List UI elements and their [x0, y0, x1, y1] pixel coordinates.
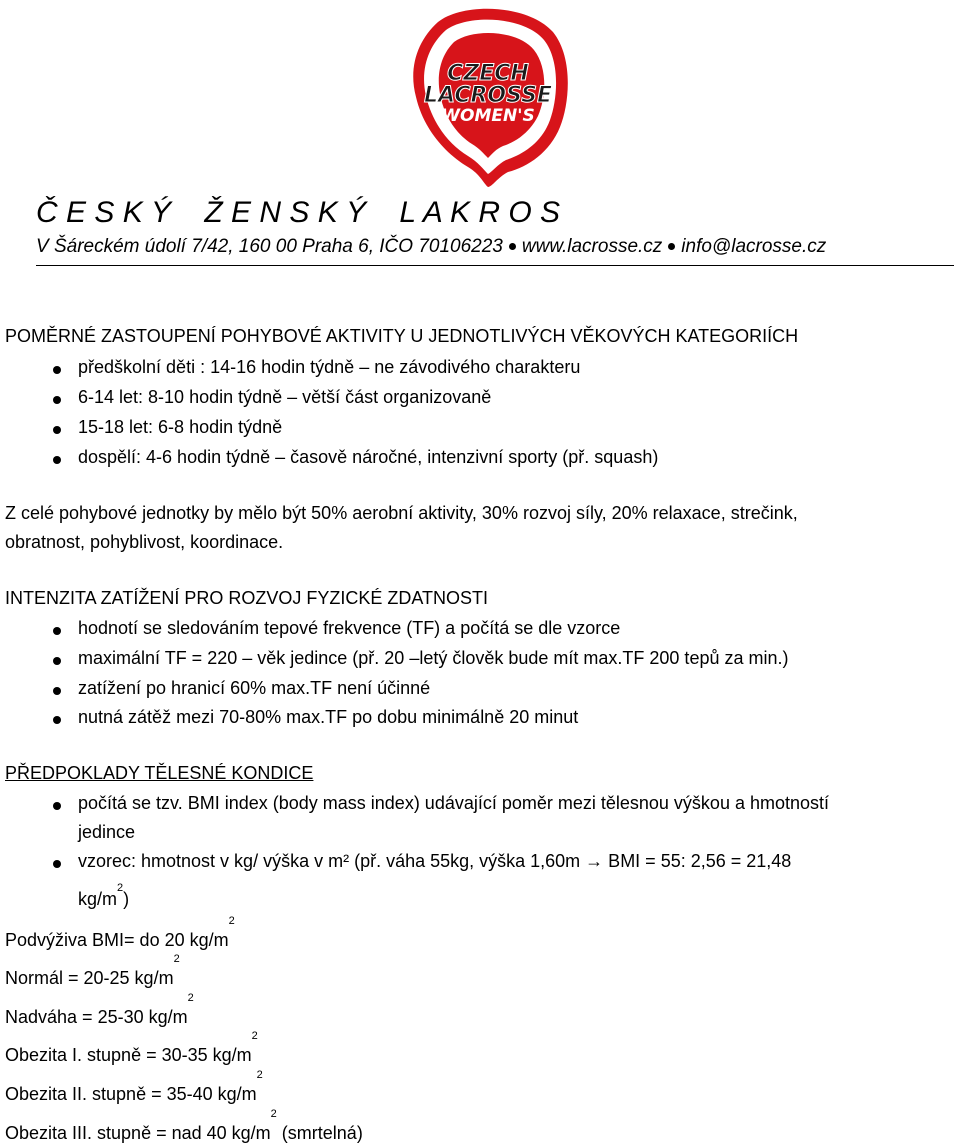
superscript: 2: [251, 1030, 258, 1042]
superscript: 2: [117, 882, 124, 894]
list-item: počítá se tzv. BMI index (body mass index) udávající poměr mezi tělesnou výškou a hmotností: [78, 793, 830, 813]
list-item: vzorec: hmotnost v kg/ výška v m² (př. váha 55kg, výška 1,60m → BMI = 55: 2,56 = 21,48: [78, 851, 792, 871]
header-divider: [36, 265, 954, 266]
separator-dot: [509, 243, 516, 250]
bmi-category: [5, 915, 235, 951]
bmi-category-suffix: (smrtelná): [276, 1123, 363, 1143]
bmi-category-label: Normál = 20-25 kg/m: [5, 968, 174, 988]
list-item: hodnotí se sledováním tepové frekvence (TF) a počítá se dle vzorce: [78, 618, 621, 638]
superscript: 2: [256, 1069, 263, 1081]
bmi-category-label: Obezita I. stupně = 30-35 kg/m: [5, 1045, 252, 1065]
list-item: 15-18 let: 6-8 hodin týdně: [78, 417, 283, 437]
paragraph-line: Z celé pohybové jednotky by mělo být 50% aerobní aktivity, 30% rozvoj síly, 20% relaxace, strečink,: [5, 503, 798, 523]
email-link[interactable]: info@lacrosse.cz: [681, 236, 827, 257]
superscript: 2: [228, 915, 235, 927]
bullet: [53, 716, 61, 724]
logo-line-1: CZECH: [447, 61, 529, 86]
logo-line-3: WOMEN'S: [441, 106, 535, 126]
logo-line-2: LACROSSE: [423, 83, 553, 108]
bullet: [53, 366, 61, 374]
closing-paren: ): [123, 889, 130, 909]
bullet: [53, 687, 61, 695]
list-item: 6-14 let: 8-10 hodin týdně – větší část organizovaně: [78, 387, 492, 407]
bmi-category: [5, 1030, 258, 1066]
bullet: [53, 860, 61, 868]
bullet: [53, 426, 61, 434]
bmi-category-label: Obezita II. stupně = 35-40 kg/m: [5, 1084, 257, 1104]
list-item-continuation: [78, 882, 130, 910]
bullet: [53, 802, 61, 810]
separator-dot: [668, 243, 675, 250]
website-link[interactable]: www.lacrosse.cz: [521, 236, 663, 257]
unit-text: kg/m: [78, 889, 118, 909]
bmi-category: [5, 992, 194, 1028]
paragraph-line: obratnost, pohyblivost, koordinace.: [5, 532, 284, 552]
address-line: [36, 236, 826, 258]
bmi-category: [5, 1069, 263, 1105]
section-heading-activity: POMĚRNÉ ZASTOUPENÍ POHYBOVÉ AKTIVITY U JEDNOTLIVÝCH VĚKOVÝCH KATEGORIÍCH: [5, 326, 799, 346]
bullet: [53, 456, 61, 464]
bullet: [53, 627, 61, 635]
address-text: V Šáreckém údolí 7/42, 160 00 Praha 6, IČO 70106223: [36, 236, 503, 257]
bullet: [53, 657, 61, 665]
list-item: zatížení po hranicí 60% max.TF není účinné: [78, 678, 431, 698]
bmi-category-label: Obezita III. stupně = nad 40 kg/m: [5, 1123, 271, 1143]
bmi-category: [5, 953, 180, 989]
superscript: 2: [187, 992, 194, 1004]
czech-lacrosse-womens-logo: [388, 2, 584, 187]
list-item: nutná zátěž mezi 70-80% max.TF po dobu minimálně 20 minut: [78, 707, 579, 727]
list-item: maximální TF = 220 – věk jedince (př. 20 –letý člověk bude mít max.TF 200 tepů za min.): [78, 648, 789, 668]
bullet: [53, 396, 61, 404]
organization-name: Č E S K Ý Ž E N S K Ý L A K R O S: [36, 196, 561, 229]
section-heading-fitness: PŘEDPOKLADY TĚLESNÉ KONDICE: [5, 763, 314, 783]
bmi-category-label: Podvýživa BMI= do 20 kg/m: [5, 930, 229, 950]
list-item: dospělí: 4-6 hodin týdně – časově náročné, intenzivní sporty (př. squash): [78, 447, 659, 467]
bmi-category-label: Nadváha = 25-30 kg/m: [5, 1007, 188, 1027]
superscript: 2: [173, 953, 180, 965]
list-item: předškolní děti : 14-16 hodin týdně – ne závodivého charakteru: [78, 357, 581, 377]
list-item-continuation: jedince: [78, 822, 136, 842]
section-heading-intensity: INTENZITA ZATÍŽENÍ PRO ROZVOJ FYZICKÉ ZDATNOSTI: [5, 588, 489, 608]
bmi-category: [5, 1108, 363, 1144]
superscript: 2: [270, 1108, 277, 1120]
